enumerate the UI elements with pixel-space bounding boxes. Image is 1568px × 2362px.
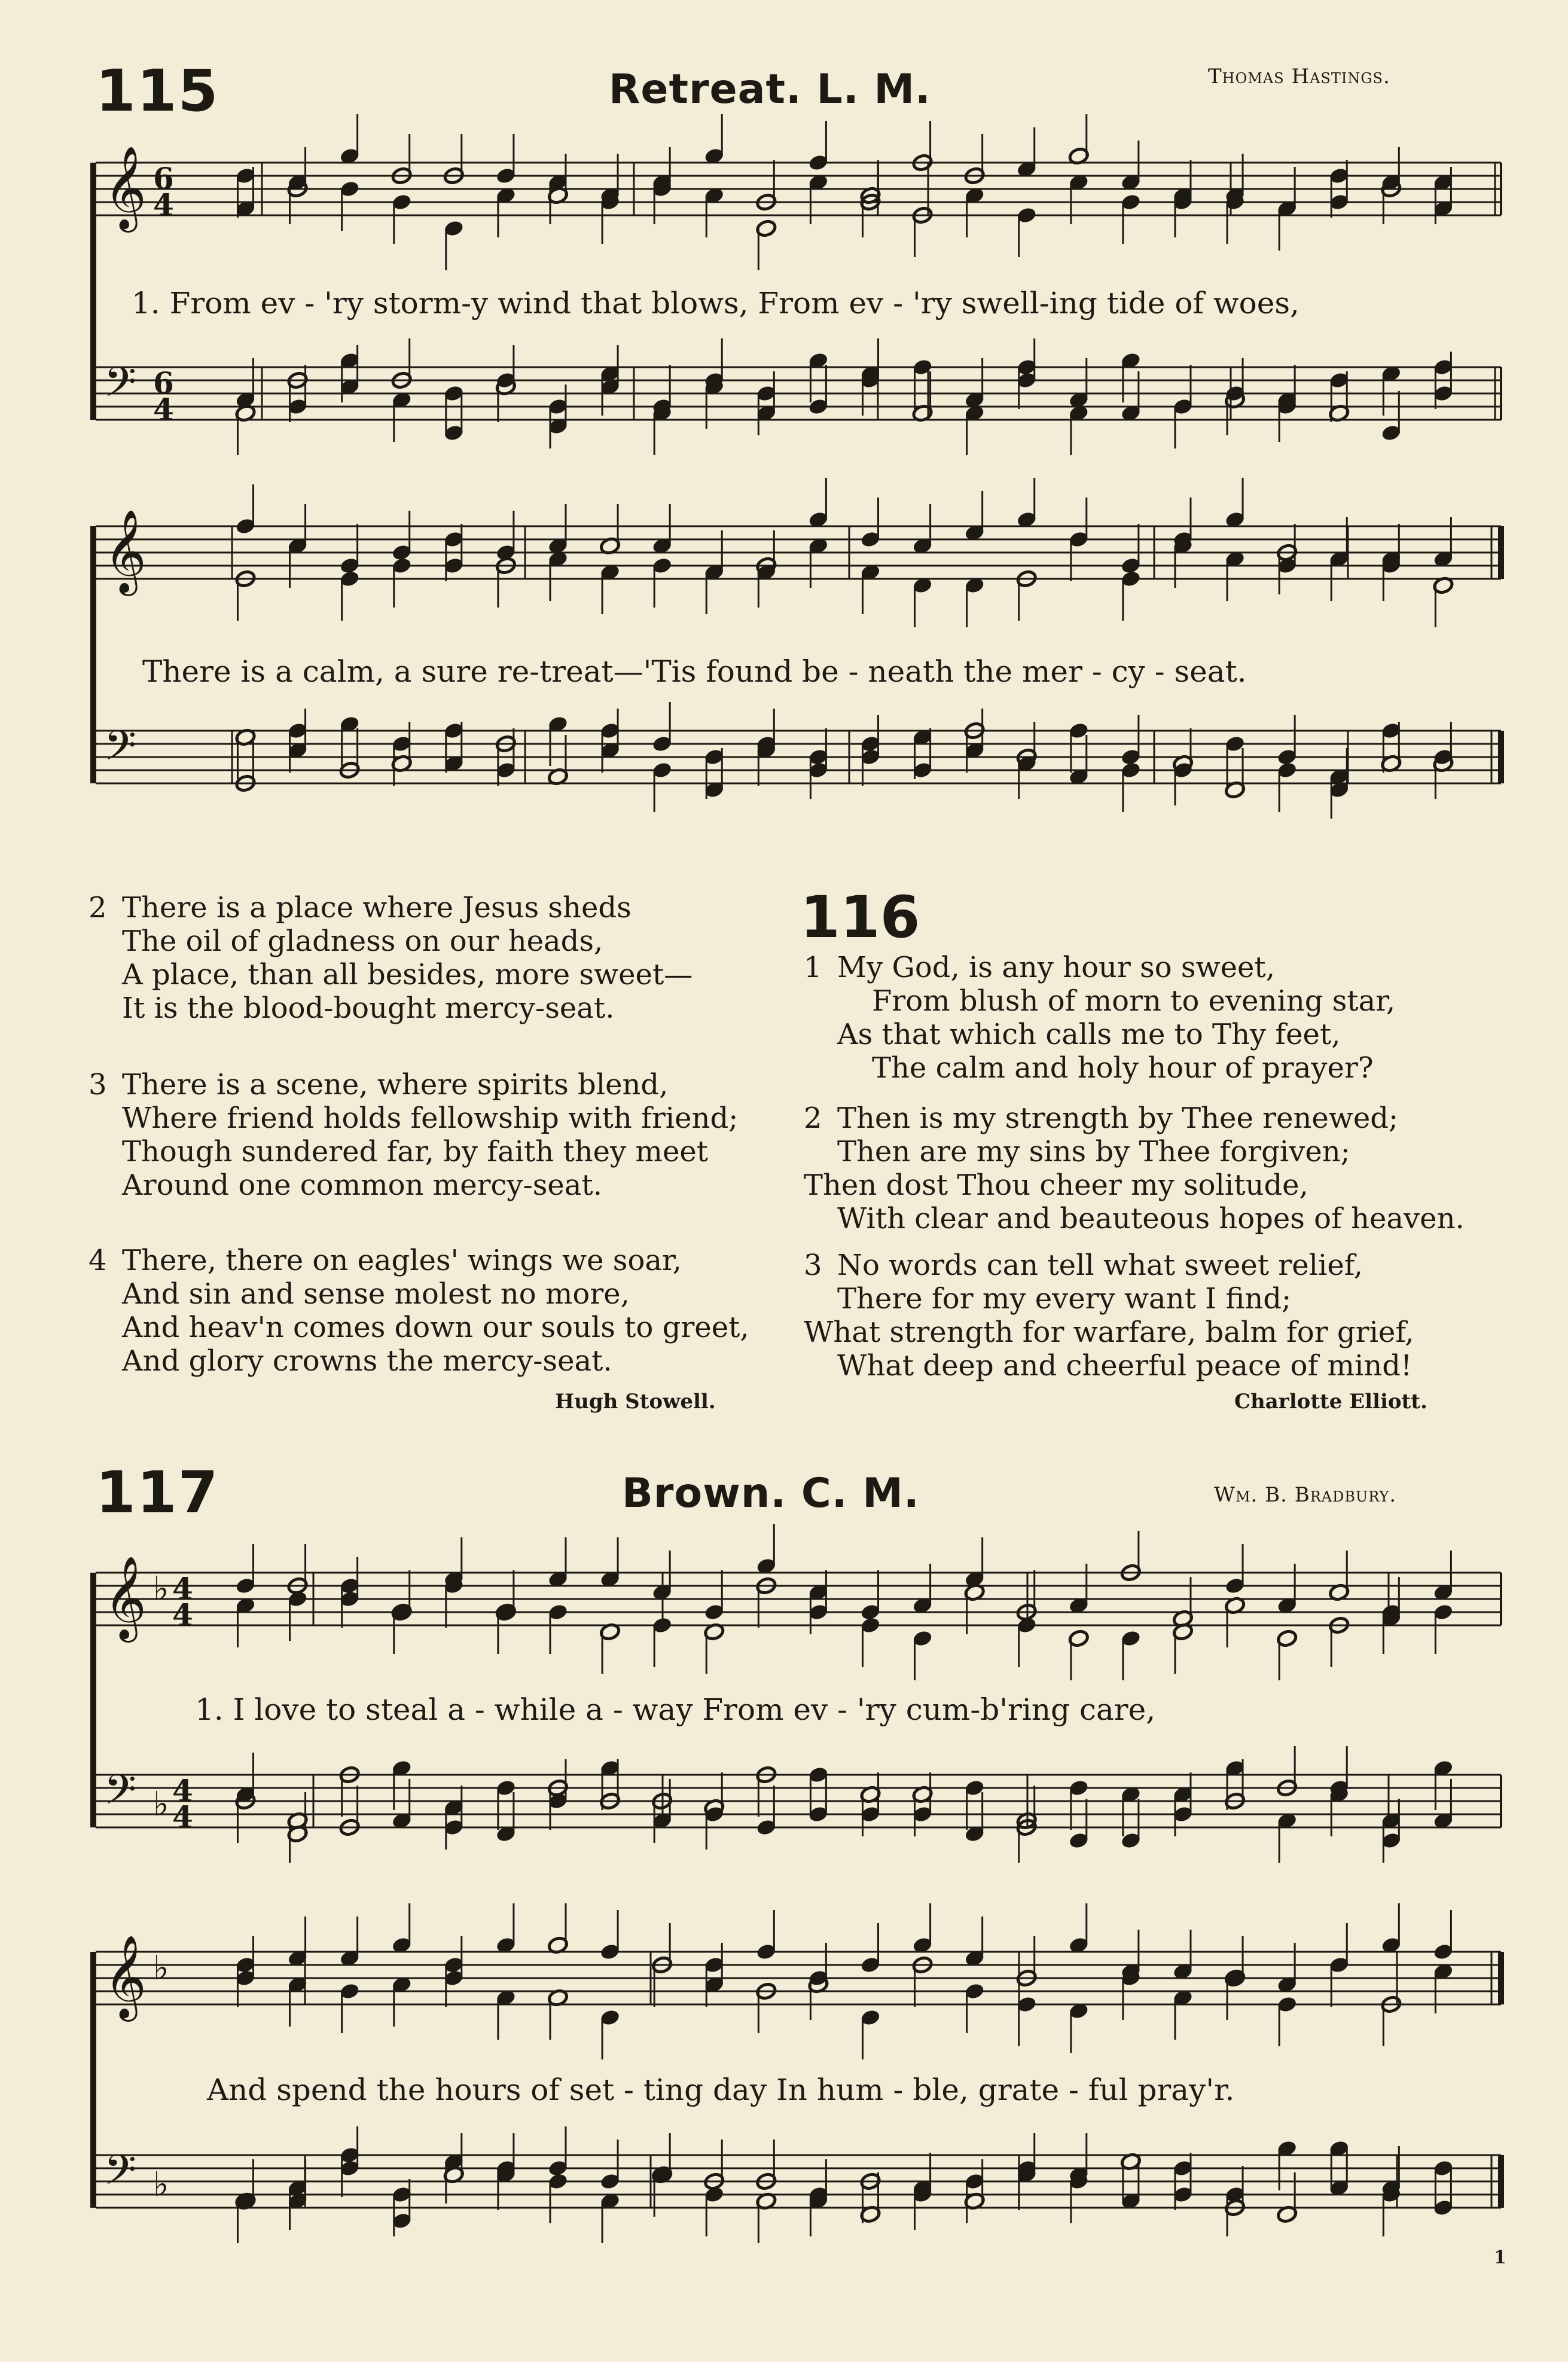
page-marker: 1 <box>1494 2247 1506 2268</box>
time-signature-denominator: 4 <box>172 1597 193 1632</box>
verse-line: There for my every want I find; <box>837 1282 1292 1316</box>
verse-line: The calm and holy hour of prayer? <box>872 1051 1374 1085</box>
verse-line: And sin and sense molest no more, <box>122 1277 630 1311</box>
verse-number: 4 <box>89 1244 107 1277</box>
verse-line: Then is my strength by Thee renewed; <box>837 1101 1399 1135</box>
hymn-number-117: 117 <box>96 1459 219 1526</box>
hymn115-verse4 <box>89 1244 749 1378</box>
flat-sign-icon: ♭ <box>153 1570 169 1609</box>
tune-title-brown: Brown. C. M. <box>622 1470 920 1517</box>
time-signature-denominator: 4 <box>172 1799 193 1835</box>
time-signature-denominator: 4 <box>153 187 174 222</box>
hymn115-lyric-line1: 1. From ev - 'ry storm-y wind that blows, From ev - 'ry swell-ing tide of woes, <box>132 286 1299 321</box>
verse-line: Though sundered far, by faith they meet <box>122 1135 709 1168</box>
time-signature-denominator: 4 <box>153 392 174 427</box>
time-signature-numerator: 4 <box>172 1773 193 1808</box>
time-signature-numerator: 6 <box>153 365 174 401</box>
verse-line: And heav'n comes down our souls to greet, <box>122 1311 749 1344</box>
hymn116-verse3 <box>804 1249 1414 1383</box>
verse-line: As that which calls me to Thy feet, <box>837 1018 1341 1051</box>
verse-number: 2 <box>89 891 107 924</box>
verse-line: The oil of gladness on our heads, <box>122 924 603 958</box>
verse-line: No words can tell what sweet relief, <box>837 1249 1363 1282</box>
hymn116-verse1 <box>804 951 1396 1085</box>
composer-bradbury: Wm. B. Bradbury. <box>1214 1483 1397 1507</box>
verse-line: There, there on eagles' wings we soar, <box>122 1244 682 1277</box>
verse-line: A place, than all besides, more sweet— <box>122 958 693 991</box>
hymn117-lyric-line1: 1. I love to steal a - while a - way From ev - 'ry cum-b'ring care, <box>195 1692 1156 1727</box>
composer-hastings: Thomas Hastings. <box>1208 65 1390 89</box>
time-signature-numerator: 6 <box>153 161 174 196</box>
verse-line: There is a scene, where spirits blend, <box>122 1068 669 1101</box>
verse-line: And glory crowns the mercy-seat. <box>122 1344 612 1378</box>
verse-number: 1 <box>804 951 822 984</box>
hymn-number-115: 115 <box>96 57 219 124</box>
verse-line: Then are my sins by Thee forgiven; <box>837 1135 1350 1168</box>
flat-sign-icon: ♭ <box>153 1949 169 1988</box>
verse-line: Where friend holds fellowship with friend; <box>122 1101 739 1135</box>
verse-number: 3 <box>804 1249 822 1282</box>
verse-line: My God, is any hour so sweet, <box>837 951 1275 984</box>
flat-sign-icon: ♭ <box>153 2165 169 2204</box>
hymn117-lyric-line2: And spend the hours of set - ting day In hum - ble, grate - ful pray'r. <box>207 2073 1235 2107</box>
time-signature-numerator: 4 <box>172 1571 193 1606</box>
bass-clef-icon: 𝄢 <box>104 2146 137 2204</box>
treble-clef-icon: 𝄞 <box>104 1556 147 1639</box>
verse-line: There is a place where Jesus sheds <box>122 891 632 924</box>
hymn115-lyric-line2: There is a calm, a sure re-treat—'Tis found be - neath the mer - cy - seat. <box>142 654 1247 689</box>
verse-line: What strength for warfare, balm for grief, <box>804 1316 1414 1349</box>
verse-line: It is the blood-bought mercy-seat. <box>122 991 615 1025</box>
hymn116-verse2 <box>804 1101 1465 1235</box>
verse-number: 2 <box>804 1101 822 1135</box>
hymn115-verse2 <box>89 891 693 1025</box>
hymn115-author: Hugh Stowell. <box>555 1390 716 1414</box>
verse-line: Around one common mercy-seat. <box>122 1168 602 1202</box>
treble-clef-icon: 𝄞 <box>104 146 147 229</box>
verse-line: Then dost Thou cheer my solitude, <box>804 1168 1308 1202</box>
hymn-number-116: 116 <box>800 884 920 951</box>
bass-clef-icon: 𝄢 <box>104 721 137 780</box>
verse-number: 3 <box>89 1068 107 1101</box>
hymn116-author: Charlotte Elliott. <box>1234 1390 1427 1414</box>
hymn115-verse3 <box>89 1068 739 1202</box>
treble-clef-icon: 𝄞 <box>104 1935 147 2018</box>
bass-clef-icon: 𝄢 <box>104 1765 137 1824</box>
tune-title-retreat: Retreat. L. M. <box>609 66 931 113</box>
bass-clef-icon: 𝄢 <box>104 358 137 416</box>
flat-sign-icon: ♭ <box>153 1785 169 1824</box>
treble-clef-icon: 𝄞 <box>104 509 147 593</box>
verse-line: From blush of morn to evening star, <box>872 984 1396 1018</box>
verse-line: What deep and cheerful peace of mind! <box>837 1349 1413 1383</box>
verse-line: With clear and beauteous hopes of heaven. <box>837 1202 1465 1235</box>
